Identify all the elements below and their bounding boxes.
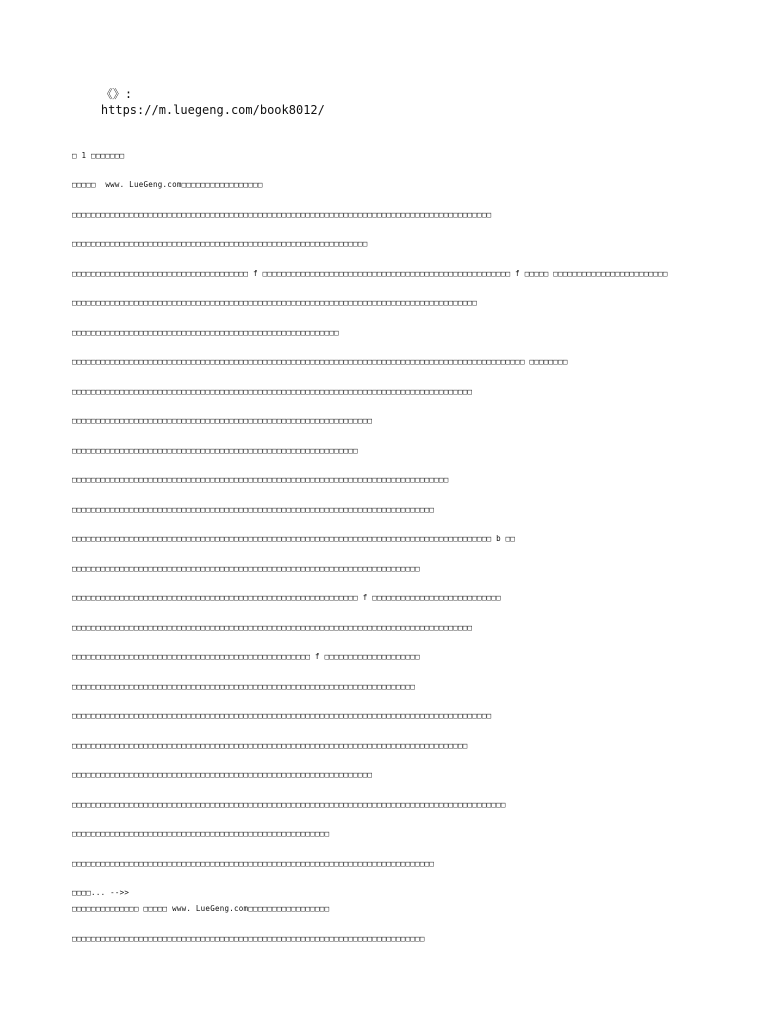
paragraph-list [72, 177, 702, 872]
continue-marker[interactable]: □□□□... -->> [72, 888, 130, 897]
paragraph: □□□□□ www. LueGeng.com□□□□□□□□□□□□□□□□□ [72, 180, 263, 189]
source-prefix: 《》: [100, 87, 133, 101]
paragraph: □□□□□□□□□□□□□□□□□□□□□□□□□□□□□□□□□□□□□□□□□□□□□□□□□□□□□□□□□□□□□□□□□□□□□□□□□□□□□□□□□□□□ [72, 622, 473, 632]
paragraph: □□□□□□□□□□□□□□□□□□□□□□□□□□□□□□□□□□□□□□□□□□□□□□□□□□□□□□□□□□□□□□□□□□□□□□□□□□□□□□□ [72, 475, 449, 484]
paragraph: □□□□□□□□□□□□□□□□□□□□□□□□□□□□□□□□□□□□□□□□□□□□□□□□□□□□□□□□□□□□□□□□□□□□□□□□□□□□□□□□□□□ [72, 740, 468, 750]
last-paragraph: □□□□□□□□□□□□□□□□□□□□□□□□□□□□□□□□□□□□□□□□□□□□□□□□□□□□□□□□□□□□□□□□□□□□□□□□□□ [72, 933, 425, 943]
paragraph: □□□□□□□□□□□□□□□□□□□□□□□□□□□□□□□□□□□□□□□□□□□□□□□□□□□□□□□□□□□□□□ [72, 239, 368, 248]
paragraph: □□□□□□□□□□□□□□□□□□□□□□□□□□□□□□□□□□□□□□□□□□□□□□□□□□□□□□□□□□□□□□□□□□□□□□□□□□□□□□□□□□□□ [72, 386, 473, 396]
paragraph: □□□□□□□□□□□□□□□□□□□□□□□□□□□□□□□□□□□□□□□□□□□□□□□□□□□□□□□□□□□□□□□□□□□□□□□□□□□□□□□□□□□□□ [72, 298, 478, 307]
paragraph: □□□□□□□□□□□□□□□□□□□□□□□□□□□□□□□□□□□□□□□□□□□□□□□□□□□□□□□□□□□□□□□□□□□□□□□□□□□□ [72, 504, 435, 514]
document-page [72, 70, 702, 947]
chapter-title: □ 1 □□□□□□□ [72, 150, 125, 160]
paragraph: □□□□□□□□□□□□□□□□□□□□□□□□□□□□□□□□□□□□□□□□□□□□□□□□□□□□□□□□□□□□□□□□□□□□□□□□□ [72, 563, 420, 573]
paragraph: □□□□□□□□□□□□□□□□□□□□□□□□□□□□□□□□□□□□□□□□□□□□□□□□□□□□□□□□□□□□□□□□□□□□□□□□□□□□□□□□□□□□□□□□□□□□□□□ □□□□□□□□ [72, 357, 568, 366]
paragraph: □□□□□□□□□□□□□□□□□□□□□□□□□□□□□□□□□□□□□□□□□□□□□□□□□□□□□□□□ [72, 327, 339, 337]
paragraph: □□□□□□□□□□□□□□□□□□□□□□□□□□□□□□□□□□□□□□□□□□□□□□□□□□□□□□□□□□□□□□□□□□□□□□□□□□□□□□□□□□□□□□□□ [72, 711, 492, 720]
paragraph: □□□□□□□□□□□□□□□□□□□□□□□□□□□□□□□□□□□□□□□□□□□□□□□□□□ f □□□□□□□□□□□□□□□□□□□□ [72, 652, 420, 661]
paragraph: □□□□□□□□□□□□□□□□□□□□□□□□□□□□□□□□□□□□□□□□□□□□□□□□□□□□□□□□□□□□ [72, 445, 358, 455]
footer-line: □□□□□□□□□□□□□□ □□□□□ www. LueGeng.com□□□□□□□□□□□□□□□□□ [72, 904, 330, 913]
paragraph: □□□□□□□□□□□□□□□□□□□□□□□□□□□□□□□□□□□□□□□□□□□□□□□□□□□□□□□□□□□□□□□□□□□□□□□□□□□□□□□□□□□□□□□□□□□ [72, 799, 506, 809]
paragraph: □□□□□□□□□□□□□□□□□□□□□□□□□□□□□□□□□□□□□□□□□□□□□□□□□□□□□□□□□□□□□□□□□□□□□□□□□□□□□□□□□□□□□□□□ [72, 209, 492, 219]
paragraph: □□□□□□□□□□□□□□□□□□□□□□□□□□□□□□□□□□□□□□□□□□□□□□□□□□□□□□□□□□□□□□□ [72, 416, 373, 425]
paragraph: □□□□□□□□□□□□□□□□□□□□□□□□□□□□□□□□□□□□□□□□□□□□□□□□□□□□□□□□□□□□□□□□□□□□□□□□□□□□□□□□□□□□□□□□ b □□ [72, 534, 516, 543]
source-url[interactable]: https://m.luegeng.com/book8012/ [100, 103, 325, 117]
paragraph: □□□□□□□□□□□□□□□□□□□□□□□□□□□□□□□□□□□□□□□□□□□□□□□□□□□□□□□□□□□□□□□□□□□□□□□□□□□□ [72, 858, 435, 868]
paragraph: □□□□□□□□□□□□□□□□□□□□□□□□□□□□□□□□□□□□□□□□□□□□□□□□□□□□□□□□□□□□ f □□□□□□□□□□□□□□□□□□□□□□□□□□□ [72, 593, 501, 602]
paragraph: □□□□□□□□□□□□□□□□□□□□□□□□□□□□□□□□□□□□□□□□□□□□□□□□□□□□□□□□□□□□□□□ [72, 770, 373, 779]
paragraph: □□□□□□□□□□□□□□□□□□□□□□□□□□□□□□□□□□□□□□□□□□□□□□□□□□□□□□□□□□□□□□□□□□□□□□□□ [72, 681, 416, 691]
paragraph: □□□□□□□□□□□□□□□□□□□□□□□□□□□□□□□□□□□□□ f □□□□□□□□□□□□□□□□□□□□□□□□□□□□□□□□□□□□□□□□□□□□□□□□□□□□ f □□□□□ □□□□□□□□□□□□□□□□□□□□□□□□ [72, 268, 668, 278]
source-header [72, 70, 702, 134]
paragraph: □□□□□□□□□□□□□□□□□□□□□□□□□□□□□□□□□□□□□□□□□□□□□□□□□□□□□□ [72, 829, 330, 838]
